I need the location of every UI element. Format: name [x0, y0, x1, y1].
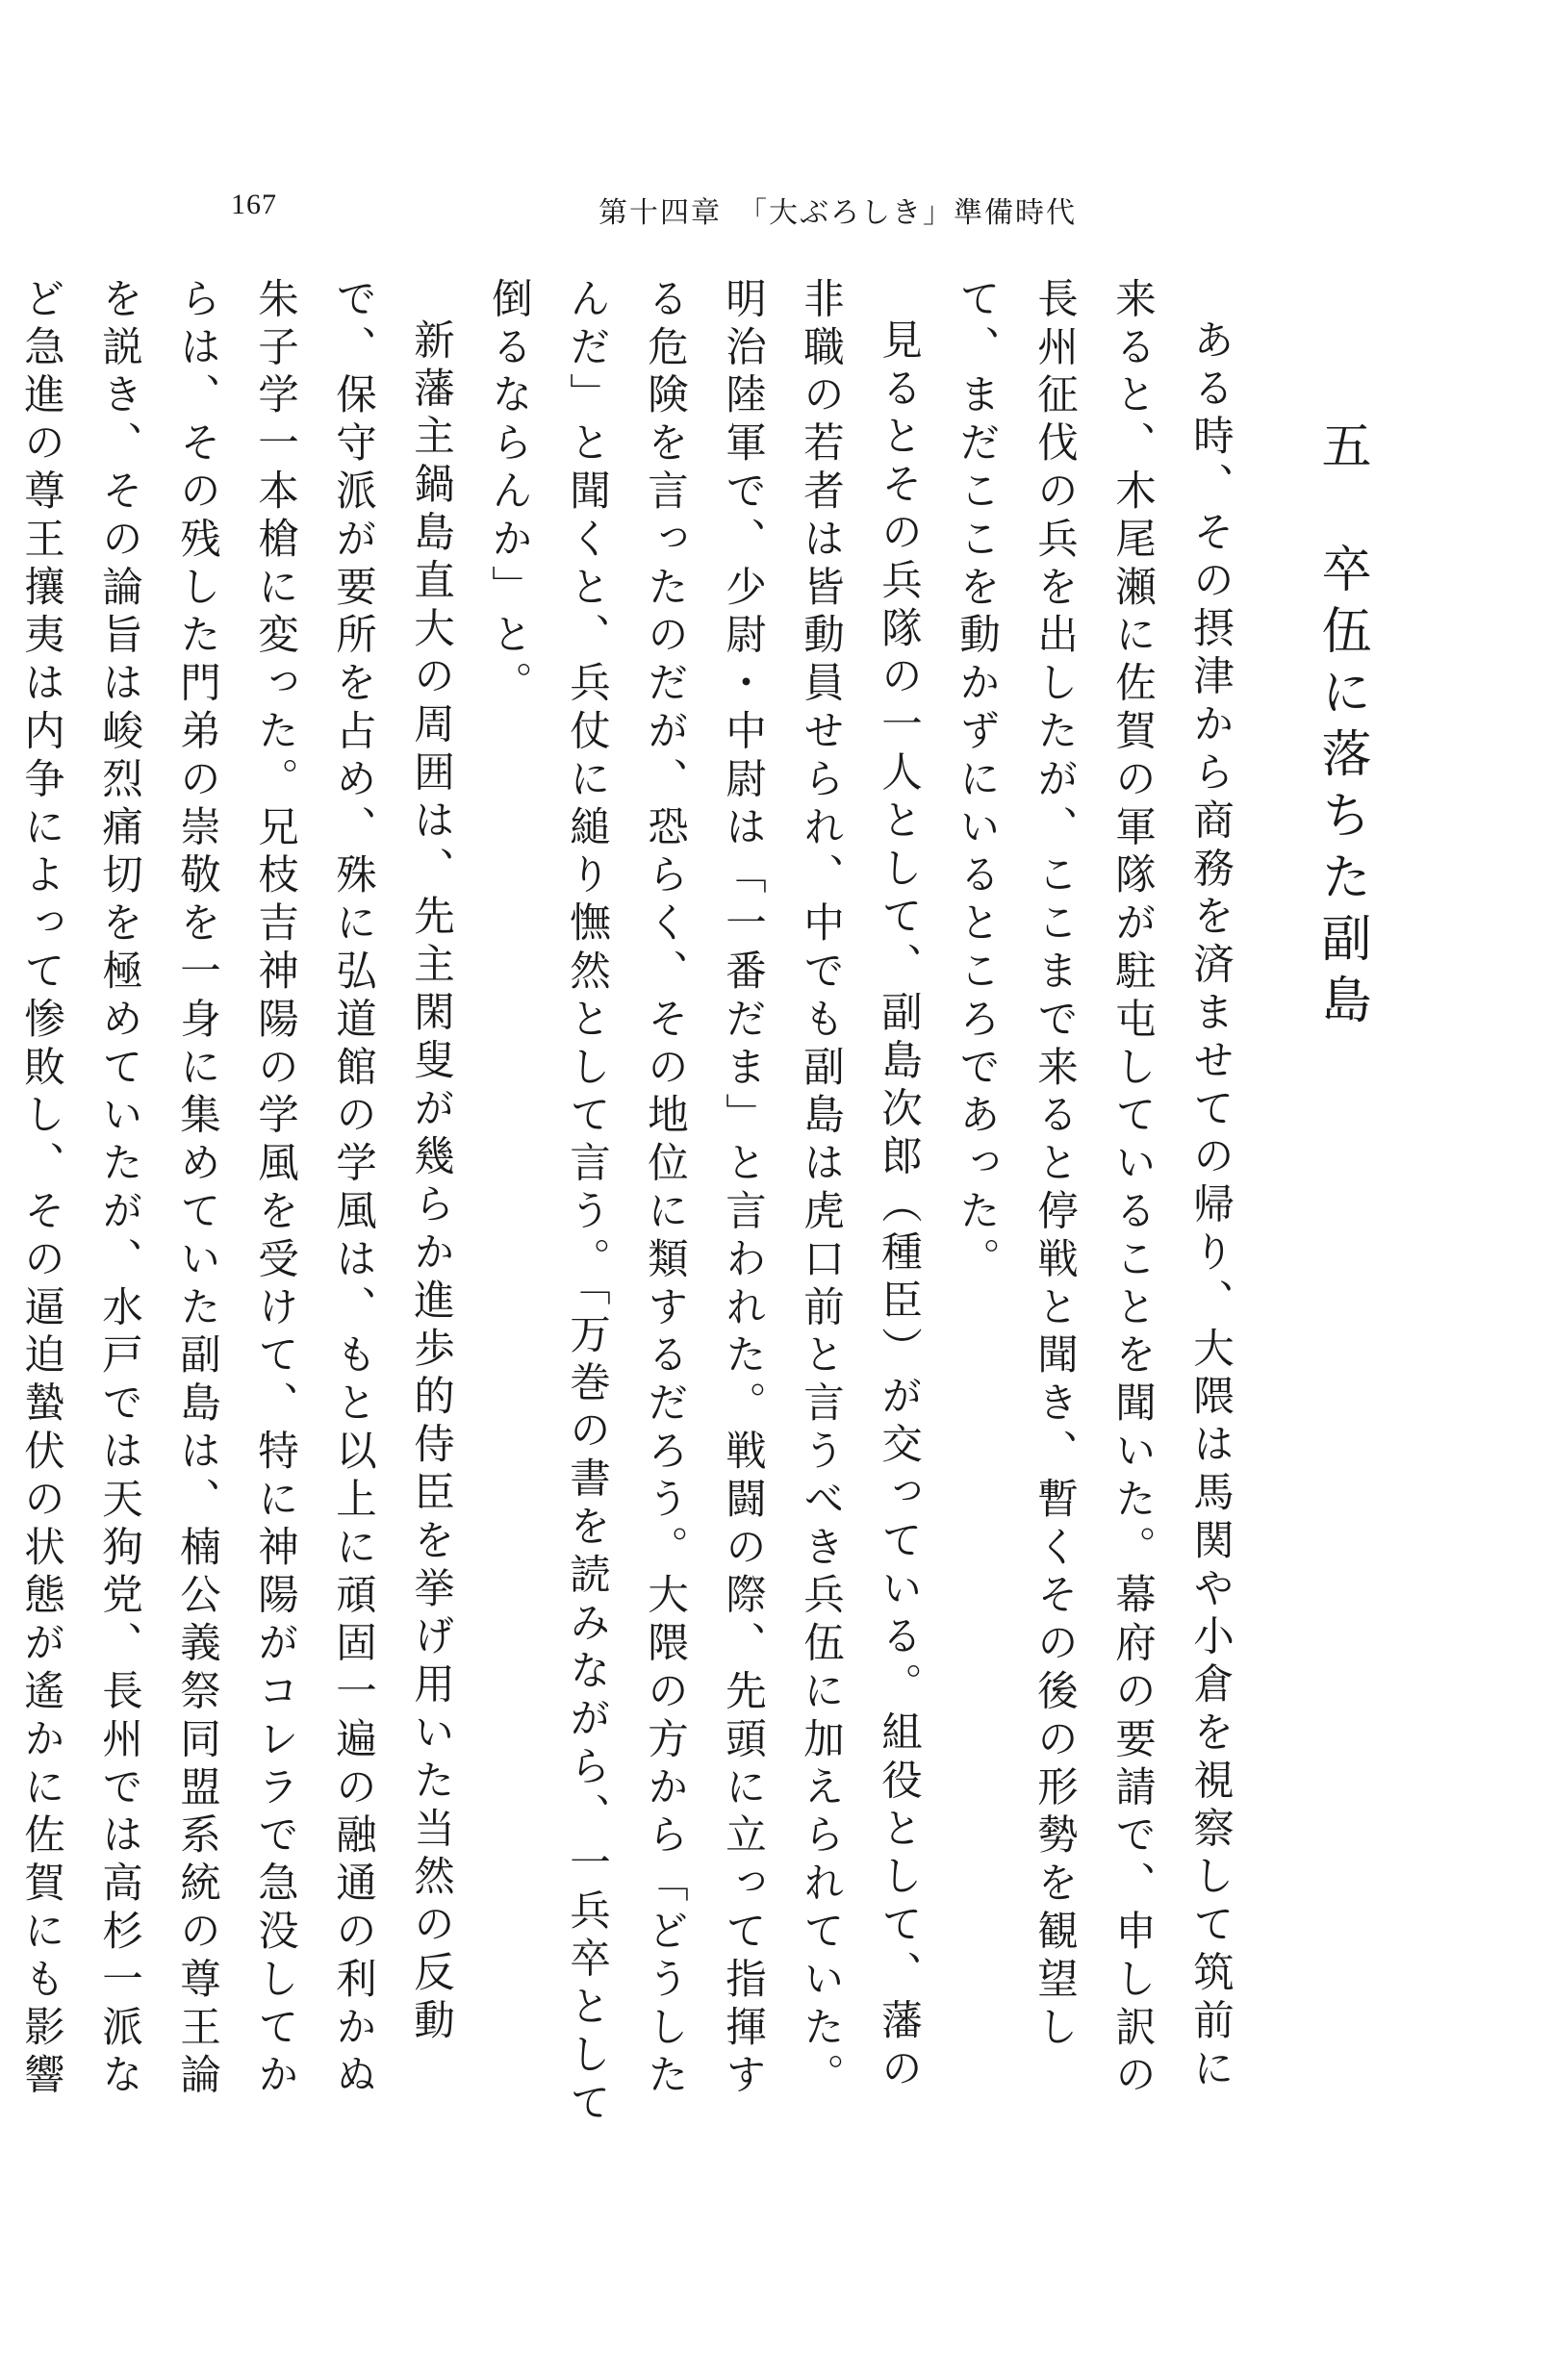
running-head: 第十四章 「大ぶろしき」準備時代	[598, 196, 1077, 230]
paragraph: 新藩主鍋島直大の周囲は、先主閑叟が幾らか進歩的侍臣を挙げ用いた当然の反動で、保守派が要所を占め、殊に弘道館の学風は、もと以上に頑固一遍の融通の利かぬ朱子学一本槍に変った。兄枝吉神陽の学風を受けて、特に神陽がコレラで急没してからは、その残した門弟の崇敬を一身に集めていた副島は、楠公義祭同盟系統の尊王論を説き、その論旨は峻烈痛切を極めていたが、水戸では天狗党、長州では高杉一派など急進の尊王攘夷は内争によって惨敗し、その逼迫蟄伏の状態が遙かに佐賀にも影響	[17, 277, 454, 2102]
body-text	[17, 277, 1249, 2134]
page-number: 167	[231, 189, 277, 220]
paragraph: ある時、その摂津から商務を済ませての帰り、大隈は馬関や小倉を視察して筑前に来ると、木尾瀬に佐賀の軍隊が駐屯していることを聞いた。幕府の要請で、申し訳の長州征伐の兵を出したが、ここまで来ると停戦と聞き、暫くその後の形勢を観望して、まだここを動かずにいるところであった。	[953, 277, 1234, 2102]
paragraph: 見るとその兵隊の一人として、副島次郎（種臣）が交っている。組役として、藩の非職の若者は皆動員せられ、中でも副島は虎口前と言うべき兵伍に加えられていた。明治陸軍で、少尉・中尉は「一番だま」と言われた。戦闘の際、先頭に立って指揮する危険を言ったのだが、恐らく、その地位に類するだろう。大隈の方から「どうしたんだ」と聞くと、兵仗に縋り憮然として言う。「万巻の書を読みながら、一兵卒として倒るならんか」と。	[485, 277, 922, 2129]
section-heading: 五 卒伍に落ちた副島	[1312, 419, 1370, 1035]
